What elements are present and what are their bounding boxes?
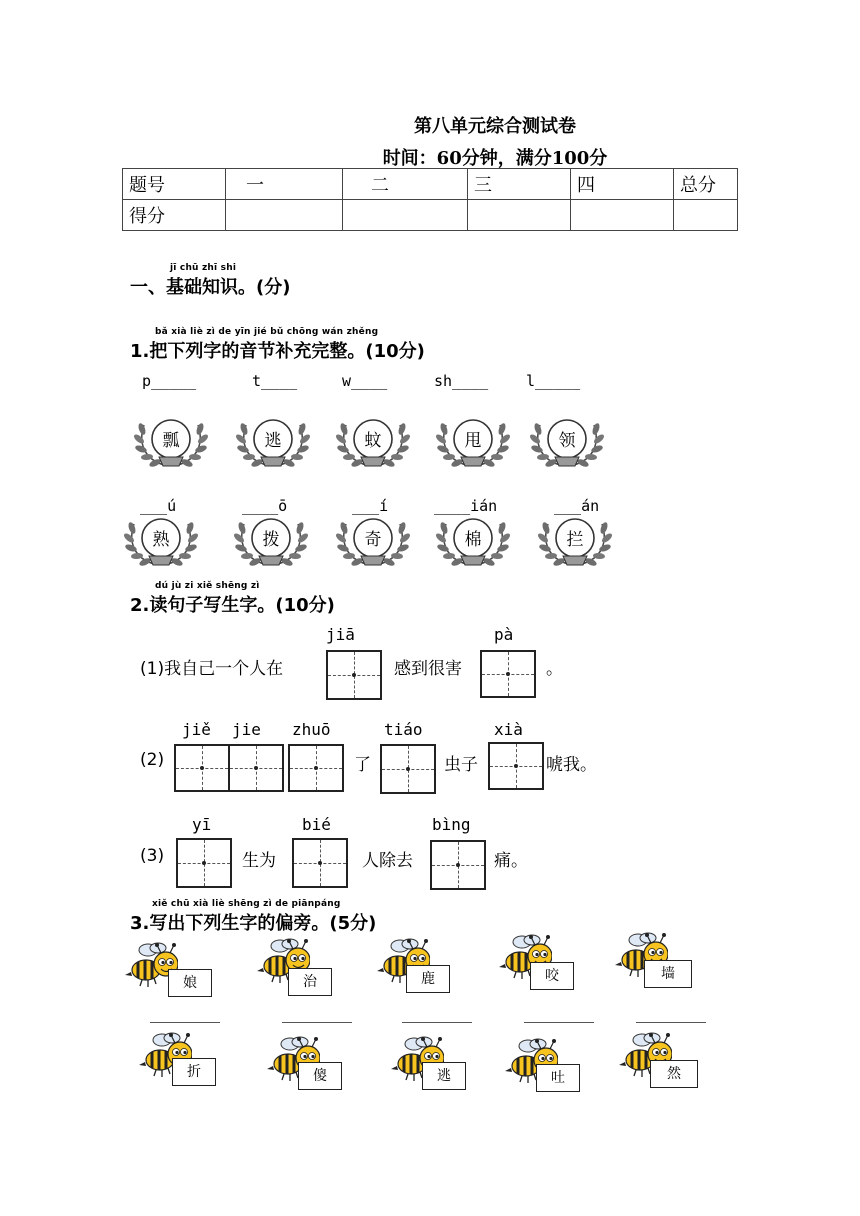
pinyin-label: pà (494, 625, 514, 644)
pinyin-blank[interactable]: ____ián (434, 497, 498, 515)
page-subtitle: 时间：60分钟，满分100分 (382, 148, 608, 169)
writing-grid-box[interactable] (488, 742, 544, 790)
char-box: 吐 (536, 1064, 580, 1092)
medal-char: 甩 (464, 431, 482, 451)
pinyin-label: tiáo (384, 720, 423, 739)
char-box: 傻 (298, 1062, 342, 1090)
pinyin-blank[interactable]: p_____ (142, 372, 197, 390)
writing-grid-box[interactable] (380, 744, 436, 794)
writing-grid-box[interactable] (430, 840, 486, 890)
table-cell: 题号 (123, 169, 226, 200)
table-row (123, 200, 738, 231)
pinyin-label: bìng (432, 815, 471, 834)
pinyin-blank[interactable]: t____ (252, 372, 298, 390)
writing-grid-box[interactable] (176, 838, 232, 888)
page-title: 第八单元综合测试卷 (414, 116, 576, 137)
medal-char: 逃 (264, 431, 282, 451)
pinyin-label: bié (302, 815, 331, 834)
laurel-medal-icon (530, 413, 604, 469)
laurel-medal-icon (134, 413, 208, 469)
question-pinyin: xiě chū xià liè shēng zì de piānpáng (152, 899, 341, 909)
char-box: 逃 (422, 1062, 466, 1090)
writing-grid-box[interactable] (288, 744, 344, 792)
score-input-cell[interactable] (571, 200, 674, 231)
medal-char: 蚊 (364, 431, 382, 451)
table-cell: 二 (343, 169, 468, 200)
medal-char: 棉 (464, 530, 482, 550)
score-input-cell[interactable] (226, 200, 343, 231)
sentence-text: 唬我。 (546, 755, 597, 775)
sentence-text: 生为 (242, 851, 276, 871)
sentence-text: 。 (546, 659, 563, 679)
answer-line[interactable] (524, 1022, 594, 1023)
laurel-medal-icon (336, 413, 410, 469)
laurel-medal-icon (436, 512, 510, 568)
section-pinyin: jī chū zhī shi (170, 263, 237, 273)
pinyin-blank[interactable]: ___ú (140, 497, 177, 515)
sentence-text: (3) (140, 846, 165, 866)
medal-char: 领 (558, 431, 576, 451)
sentence-text: 了 (354, 755, 371, 775)
pinyin-label: xià (494, 720, 523, 739)
laurel-medal-icon (234, 512, 308, 568)
answer-line[interactable] (282, 1022, 352, 1023)
sentence-text: 虫子 (444, 755, 478, 775)
pinyin-blank[interactable]: ___án (554, 497, 600, 515)
char-box: 然 (650, 1060, 698, 1088)
pinyin-blank[interactable]: sh____ (434, 372, 489, 390)
sentence-text: (2) (140, 750, 165, 770)
char-box: 咬 (530, 962, 574, 990)
medal-char: 瓢 (162, 431, 180, 451)
pinyin-label: yī (192, 815, 212, 834)
laurel-medal-icon (124, 512, 198, 568)
laurel-medal-icon (336, 512, 410, 568)
char-box: 治 (288, 968, 332, 996)
sentence-text: 人除去 (362, 851, 413, 871)
question-title: 3.写出下列生字的偏旁。(5分) (130, 913, 377, 934)
laurel-medal-icon (236, 413, 310, 469)
pinyin-blank[interactable]: w____ (342, 372, 388, 390)
medal-char: 熟 (152, 530, 170, 550)
char-box: 鹿 (406, 965, 450, 993)
answer-line[interactable] (402, 1022, 472, 1023)
writing-grid-box[interactable] (326, 650, 382, 700)
question-title: 1.把下列字的音节补充完整。(10分) (130, 341, 425, 362)
laurel-medal-icon (436, 413, 510, 469)
pinyin-blank[interactable]: ____ō (242, 497, 288, 515)
sentence-text: (1)我自己一个人在 (140, 659, 284, 679)
question-pinyin: dú jù zi xiě shēng zì (155, 581, 260, 591)
table-cell: 一 (226, 169, 343, 200)
table-row (123, 169, 738, 200)
pinyin-label: jie (232, 720, 261, 739)
medal-char: 拦 (566, 530, 584, 550)
writing-grid-box[interactable] (292, 838, 348, 888)
score-input-cell[interactable] (468, 200, 571, 231)
pinyin-blank[interactable]: l_____ (526, 372, 581, 390)
pinyin-blank[interactable]: ___í (352, 497, 389, 515)
question-title: 2.读句子写生字。(10分) (130, 595, 335, 616)
sentence-text: 痛。 (494, 851, 528, 871)
pinyin-label: jiě (182, 720, 211, 739)
laurel-medal-icon (538, 512, 612, 568)
pinyin-label: jiā (326, 625, 355, 644)
score-table (122, 168, 738, 231)
char-box: 娘 (168, 969, 212, 997)
writing-grid-box[interactable] (174, 744, 230, 792)
table-cell: 得分 (123, 200, 226, 231)
writing-grid-box[interactable] (228, 744, 284, 792)
pinyin-label: zhuō (292, 720, 331, 739)
medal-char: 拨 (262, 530, 280, 550)
score-input-cell[interactable] (674, 200, 738, 231)
writing-grid-box[interactable] (480, 650, 536, 698)
answer-line[interactable] (636, 1022, 706, 1023)
question-pinyin: bǎ xià liè zì de yīn jié bǔ chōng wán zhěng (155, 327, 379, 337)
sentence-text: 感到很害 (394, 659, 462, 679)
table-cell: 四 (571, 169, 674, 200)
medal-char: 奇 (364, 530, 382, 550)
answer-line[interactable] (150, 1022, 220, 1023)
char-box: 墙 (644, 960, 692, 988)
table-cell: 三 (468, 169, 571, 200)
char-box: 折 (172, 1058, 216, 1086)
section-title: 一、基础知识。(分) (130, 277, 291, 298)
table-cell: 总分 (674, 169, 738, 200)
score-input-cell[interactable] (343, 200, 468, 231)
